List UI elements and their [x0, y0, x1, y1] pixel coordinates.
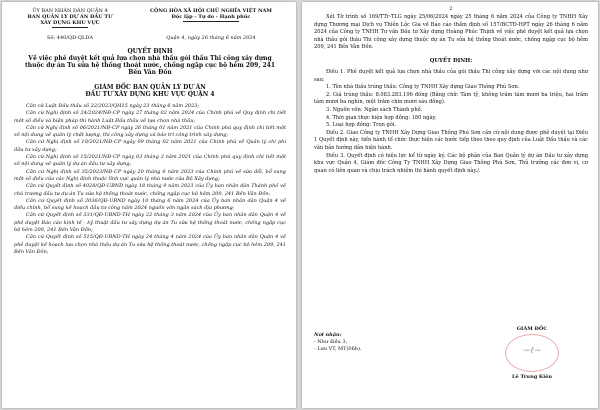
decision-heading: QUYẾT ĐỊNH:: [429, 57, 473, 64]
handwritten-signature: ∼ℓ∼: [522, 346, 542, 356]
subject-line-3: Bến Vân Đồn: [128, 69, 172, 76]
article-1-item-1: 1. Tên nhà thầu trúng thầu: Công ty TNHH Xây dựng Giao Thông Phú Sơn.: [326, 84, 520, 91]
official-stamp: [505, 334, 559, 372]
motto-underline: [183, 21, 239, 22]
article-3: Điều 3. Quyết định có hiệu lực kể từ ngày ký. Các bộ phận của Ban Quản lý dự án Đầu tư xây dựng khu vực Quận 4, Giám đốc Công Ty TNHH Xây Dựng Giao Thông Phú Sơn, Thủ trưởng các đơn vị, cơ quan có liên quan và chịu trách nhiệm thi hành quyết định này./.: [314, 152, 588, 174]
legal-basis-paragraph: Căn cứ Quyết định số 4028/QĐ-UBND ngày 18 tháng 9 năm 2023 của Ủy ban nhân dân Thành phố về chủ trương đầu tư dự án Tu sửa hệ thống thoát nước, chống ngập cục bộ hẻm 209, 241 Bến Vân Đồn;: [14, 183, 286, 197]
document-number: Số: 440/QĐ-QLDA: [47, 35, 93, 41]
article-1-item-2: 2. Giá trúng thầu: 8.083.283.196 đồng (Bằng chữ: Tám tỷ, không trăm tám mươi ba triệu, hai trăm tám mươi ba nghìn, một trăm chín mươi sáu đồng).: [314, 91, 588, 106]
subject-line-1: Về việc phê duyệt kết quả lựa chọn nhà thầu gói thầu Thi công xây dựng: [28, 55, 272, 62]
signature-block: [472, 326, 592, 380]
legal-basis-paragraph: Căn cứ Luật Đấu thầu số 22/2023/QH15 ngày 23 tháng 6 năm 2023;: [26, 103, 200, 109]
page-number: 2: [449, 6, 453, 12]
article-1-item-4: 4. Thời gian thực hiện hợp đồng: 180 ngày.: [326, 114, 437, 121]
agency-line-3: XÂY DỰNG KHU VỰC: [40, 20, 100, 26]
recipients-block: [314, 332, 362, 353]
number-date-row: [14, 35, 286, 41]
authority-line-2: ĐẦU TƯ XÂY DỰNG KHU VỰC QUẬN 4: [85, 91, 215, 98]
agency-line-1: ỦY BAN NHÂN DÂN QUẬN 4: [32, 8, 108, 14]
legal-basis-paragraph: Căn cứ Nghị định số 24/2024/NĐ-CP ngày 27 tháng 02 năm 2024 của Chính phủ về Quy định chi tiết một số điều và biện pháp thi hành Luật Đấu thầu về lựa chọn nhà thầu;: [14, 110, 286, 124]
document-page-1: [2, 2, 296, 408]
article-1-item-5: 5. Loại hợp đồng: Trọn gói.: [326, 122, 397, 129]
subject-line-2: thuộc dự án Tu sửa hệ thống thoát nước, chống ngập cục bộ hẻm 209, 241: [24, 62, 276, 69]
country-name: CỘNG HÒA XÃ HỘI CHỦ NGHĨA VIỆT NAM: [150, 8, 272, 14]
agency-line-2: BAN QUẢN LÝ DỰ ÁN ĐẦU TƯ: [27, 14, 113, 20]
legal-basis-paragraph: Căn cứ Quyết định số 331/QĐ-UBND-TH ngày 22 tháng 3 năm 2024 của Ủy ban nhân dân Quận 4 về phê duyệt Báo cáo kinh tế - kỹ thuật đầu tư xây dựng dự án Tu sửa hệ thống thoát nước, chống ngập cục bộ hẻm 209, 241 Bến Vân Đồn;: [14, 212, 286, 234]
legal-basis-paragraph: Căn cứ Quyết định số 515/QĐ-UBND-TH ngày 24 tháng 4 năm 2024 của Ủy ban nhân dân Quận 4 về phê duyệt kế hoạch lựa chọn nhà thầu dự án Tu sửa hệ thống thoát nước, chống ngập cục bộ hẻm 209, 241 Bến Vân Đồn;: [14, 234, 286, 255]
legal-basis-paragraph: Căn cứ Nghị định số 35/2023/NĐ-CP ngày 20 tháng 6 năm 2023 của Chính phủ về sửa đổi, bổ sung một số điều của các Nghị định thuộc lĩnh vực quản lý nhà nước của Bộ Xây dựng;: [14, 168, 286, 182]
legal-basis-paragraph: Căn cứ Nghị định số 06/2021/NĐ-CP ngày 26 tháng 01 năm 2021 của Chính phủ quy định chi tiết một số nội dung về quản lý chất lượng, thi công xây dựng và bảo trì công trình xây dựng;: [14, 124, 286, 139]
legal-basis-paragraph: Căn cứ Nghị định số 10/2021/NĐ-CP ngày 09 tháng 02 năm 2021 của Chính phủ về Quản lý chi phí đầu tư xây dựng;: [14, 139, 286, 153]
recipient-item: - Lưu VT, MT(06b).: [314, 346, 362, 352]
authority-line-1: GIÁM ĐỐC BAN QUẢN LÝ DỰ ÁN: [94, 84, 206, 91]
document-type: QUYẾT ĐỊNH: [127, 48, 173, 55]
recipient-item: - Như điều 3;: [314, 339, 348, 345]
article-1-item-3: 3. Nguồn vốn: Ngân sách Thành phố.: [326, 106, 423, 113]
recipients-title: Nơi nhận:: [314, 332, 342, 338]
place-date: Quận 4, ngày 26 tháng 6 năm 2024: [166, 35, 256, 41]
national-motto: [136, 8, 286, 28]
article-1: Điều 1. Phê duyệt kết quả lựa chọn nhà thầu của gói thầu Thi công xây dựng với các nội dung như sau:: [314, 68, 588, 83]
letterhead: [14, 8, 286, 28]
legal-basis-paragraph: Căn cứ Quyết định số 2036/QĐ-UBND ngày 10 tháng 6 năm 2024 của Ủy ban nhân dân Quận 4 về điều chỉnh, bổ sung kế hoạch đầu tư công năm 2024 nguồn vốn ngân sách địa phương;: [14, 197, 286, 212]
agency-underline: [52, 27, 88, 28]
motto: Độc lập - Tự do - Hạnh phúc: [171, 14, 251, 20]
signer-name: Lê Trung Kiên: [512, 374, 552, 380]
article-2: Điều 2. Giao Công ty TNHH Xây Dựng Giao Thông Phú Sơn căn cứ nội dung được phê duyệt tại Điều 1 Quyết định này, tiến hành tổ chức thực hiện các bước tiếp theo theo quy định của Luật Đấu thầu và các văn bản hướng dẫn hiện hành.: [314, 129, 588, 151]
legal-basis-paragraph: Căn cứ Nghị định số 15/2021/NĐ-CP ngày 03 tháng 3 năm 2021 của Chính phủ quy định chi tiết một số nội dung về quản lý dự án đầu tư xây dựng;: [14, 154, 286, 168]
intro-paragraph: Xét Tờ trình số 169/TTr-TLG ngày 25/06/2024 ngày 25 tháng 6 năm 2024 của Công ty TNHH Xây dựng Thương mại Dịch vụ Thiên Lộc Gia về Báo cáo thẩm định số 157/BCTĐ-HPT ngày 26 tháng 6 năm 2024 của Công ty TNHH Tư vấn Đầu tư Xây dựng Hoàng Phúc Thịnh về việc phê duyệt kết quả lựa chọn nhà thầu gói thầu Thi công xây dựng thuộc dự án Tu sửa hệ thống thoát nước, chống ngập cục bộ hẻm 209, 241 Bến Vân Đồn.: [314, 14, 588, 51]
signer-title: GIÁM ĐỐC: [516, 326, 548, 332]
document-page-2: [302, 2, 598, 408]
issuing-agency: [14, 8, 126, 28]
